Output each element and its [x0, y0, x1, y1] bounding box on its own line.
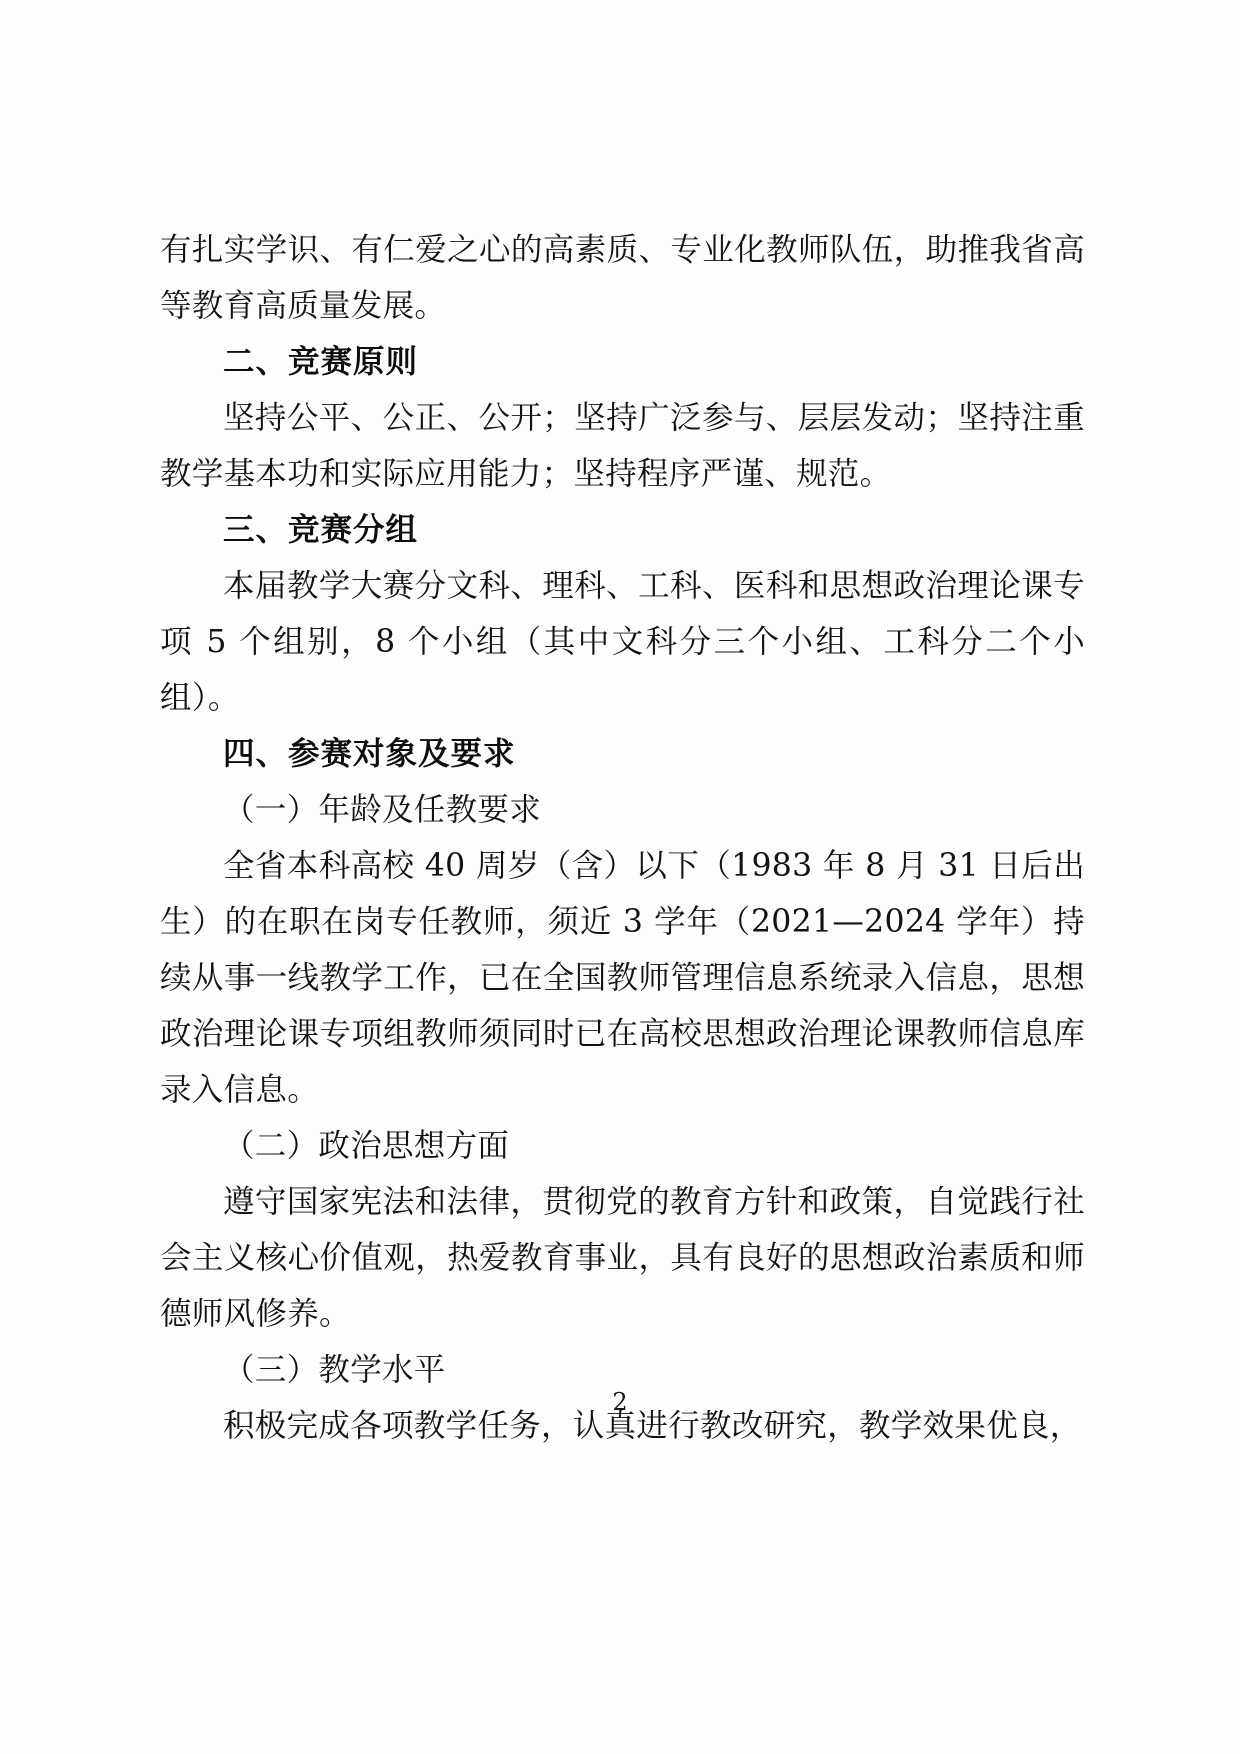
document-body — [160, 222, 1085, 1454]
heading-section-three: 三、竞赛分组 — [223, 512, 419, 548]
page-number: 2 — [612, 1388, 628, 1416]
paragraph-continuation-intro: 有扎实学识、有仁爱之心的高素质、专业化教师队伍，助推我省高等教育高质量发展。 — [160, 232, 1085, 324]
subheading-four-one: （一）年龄及任教要求 — [223, 792, 542, 828]
subheading-four-three: （三）教学水平 — [223, 1352, 446, 1388]
heading-section-two: 二、竞赛原则 — [223, 344, 419, 380]
paragraph-four-two-body: 遵守国家宪法和法律，贯彻党的教育方针和政策，自觉践行社会主义核心价值观，热爱教育事业，具有良好的思想政治素质和师德师风修养。 — [160, 1184, 1085, 1332]
paragraph-section-three-body: 本届教学大赛分文科、理科、工科、医科和思想政治理论课专项 5 个组别，8 个小组（其中文科分三个小组、工科分二个小组）。 — [160, 568, 1085, 716]
paragraph-four-three-body: 积极完成各项教学任务，认真进行教改研究，教学效果优良， — [223, 1408, 1082, 1444]
subheading-four-two: （二）政治思想方面 — [223, 1128, 510, 1164]
paragraph-four-one-body: 全省本科高校 40 周岁（含）以下（1983 年 8 月 31 日后出生）的在职在岗专任教师，须近 3 学年（2021—2024 学年）持续从事一线教学工作，已在全国教师管理信息系统录入信息，思想政治理论课专项组教师须同时已在高校思想政治理论课教师信息库录入信息。 — [160, 848, 1085, 1108]
heading-section-four: 四、参赛对象及要求 — [223, 736, 516, 772]
paragraph-section-two-body: 坚持公平、公正、公开；坚持广泛参与、层层发动；坚持注重教学基本功和实际应用能力；坚持程序严谨、规范。 — [160, 400, 1085, 492]
